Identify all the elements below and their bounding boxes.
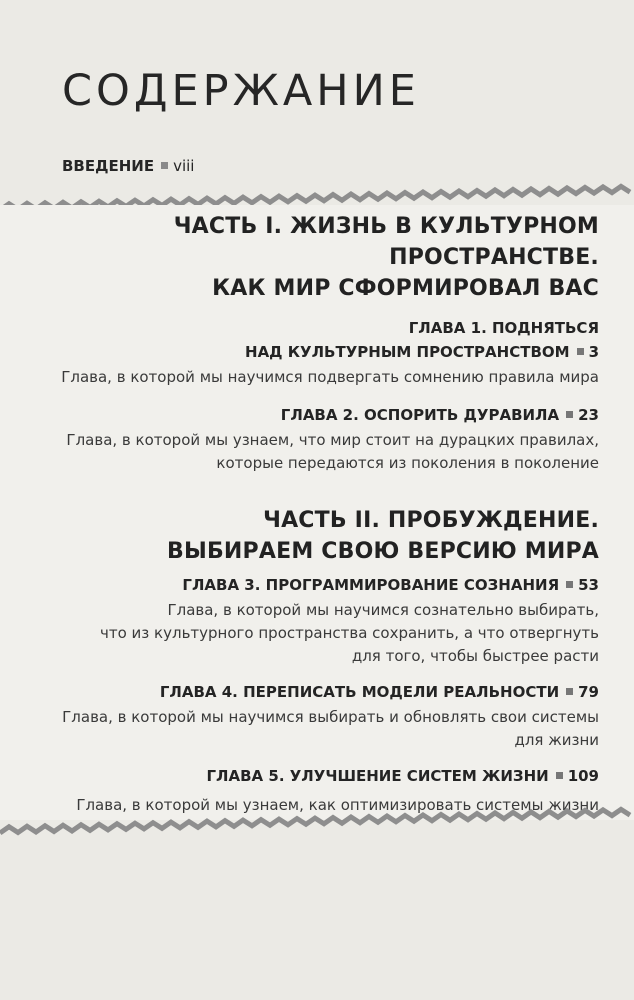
chapter-1 bbox=[40, 316, 599, 389]
chapter-description: Глава, в которой мы научимся подвергать сомнению правила мира bbox=[61, 368, 599, 386]
chapter-description: Глава, в которой мы научимся выбирать и обновлять свои системы bbox=[62, 708, 599, 726]
chapter-title-text: ГЛАВА 2. ОСПОРИТЬ ДУРАВИЛА bbox=[280, 406, 560, 424]
chapter-title-text: НАД КУЛЬТУРНЫМ ПРОСТРАНСТВОМ bbox=[245, 343, 570, 361]
chapter-page: 23 bbox=[578, 406, 599, 424]
chapter-page: 109 bbox=[567, 767, 599, 785]
chapter-page: 79 bbox=[578, 683, 599, 701]
chapter-page: 3 bbox=[588, 343, 599, 361]
toc-panel bbox=[0, 205, 634, 820]
chapter-title-line bbox=[40, 340, 599, 364]
chapter-4 bbox=[40, 680, 599, 752]
bullet-square-icon bbox=[566, 411, 573, 418]
chapter-title-line: ГЛАВА 1. ПОДНЯТЬСЯ bbox=[408, 319, 599, 337]
chapter-title-line bbox=[40, 680, 599, 704]
chapter-description: для того, чтобы быстрее расти bbox=[351, 647, 599, 665]
bullet-square-icon bbox=[161, 162, 168, 169]
intro-page: viii bbox=[173, 157, 195, 175]
part-1 bbox=[40, 211, 599, 304]
bullet-square-icon bbox=[566, 688, 573, 695]
chapter-title-line bbox=[40, 403, 599, 427]
part-title-line: ПРОСТРАНСТВЕ. bbox=[389, 245, 599, 270]
chapter-title-line bbox=[40, 573, 599, 597]
part-title-line: ЧАСТЬ II. ПРОБУЖДЕНИЕ. bbox=[263, 508, 599, 533]
intro-entry bbox=[62, 157, 194, 175]
bullet-square-icon bbox=[577, 348, 584, 355]
chapter-title-text: ГЛАВА 4. ПЕРЕПИСАТЬ МОДЕЛИ РЕАЛЬНОСТИ bbox=[159, 683, 560, 701]
page-title: СОДЕРЖАНИЕ bbox=[62, 66, 420, 116]
bullet-square-icon bbox=[566, 581, 573, 588]
chapter-2 bbox=[40, 403, 599, 475]
chapter-description: Глава, в которой мы научимся сознательно выбирать, bbox=[167, 601, 599, 619]
chapter-description: которые передаются из поколения в поколение bbox=[216, 454, 599, 472]
chapter-description: Глава, в которой мы узнаем, что мир стоит на дурацких правилах, bbox=[66, 431, 599, 449]
chapter-description: Глава, в которой мы узнаем, как оптимизировать системы жизни bbox=[76, 796, 599, 814]
chapter-description: для жизни bbox=[514, 731, 599, 749]
chapter-title-text: ГЛАВА 3. ПРОГРАММИРОВАНИЕ СОЗНАНИЯ bbox=[182, 576, 560, 594]
chapter-3 bbox=[40, 573, 599, 668]
chapter-title-text: ГЛАВА 5. УЛУЧШЕНИЕ СИСТЕМ ЖИЗНИ bbox=[206, 767, 549, 785]
part-title-line: ЧАСТЬ I. ЖИЗНЬ В КУЛЬТУРНОМ bbox=[173, 214, 599, 239]
torn-edge-bottom bbox=[0, 806, 634, 836]
intro-label: ВВЕДЕНИЕ bbox=[62, 157, 155, 175]
part-2 bbox=[40, 505, 599, 567]
chapter-page: 53 bbox=[578, 576, 599, 594]
part-title-line: КАК МИР СФОРМИРОВАЛ ВАС bbox=[212, 276, 599, 301]
chapter-title-line bbox=[40, 764, 599, 788]
chapter-description: что из культурного пространства сохранить, а что отвергнуть bbox=[100, 624, 599, 642]
part-title-line: ВЫБИРАЕМ СВОЮ ВЕРСИЮ МИРА bbox=[167, 539, 599, 564]
bullet-square-icon bbox=[556, 772, 563, 779]
